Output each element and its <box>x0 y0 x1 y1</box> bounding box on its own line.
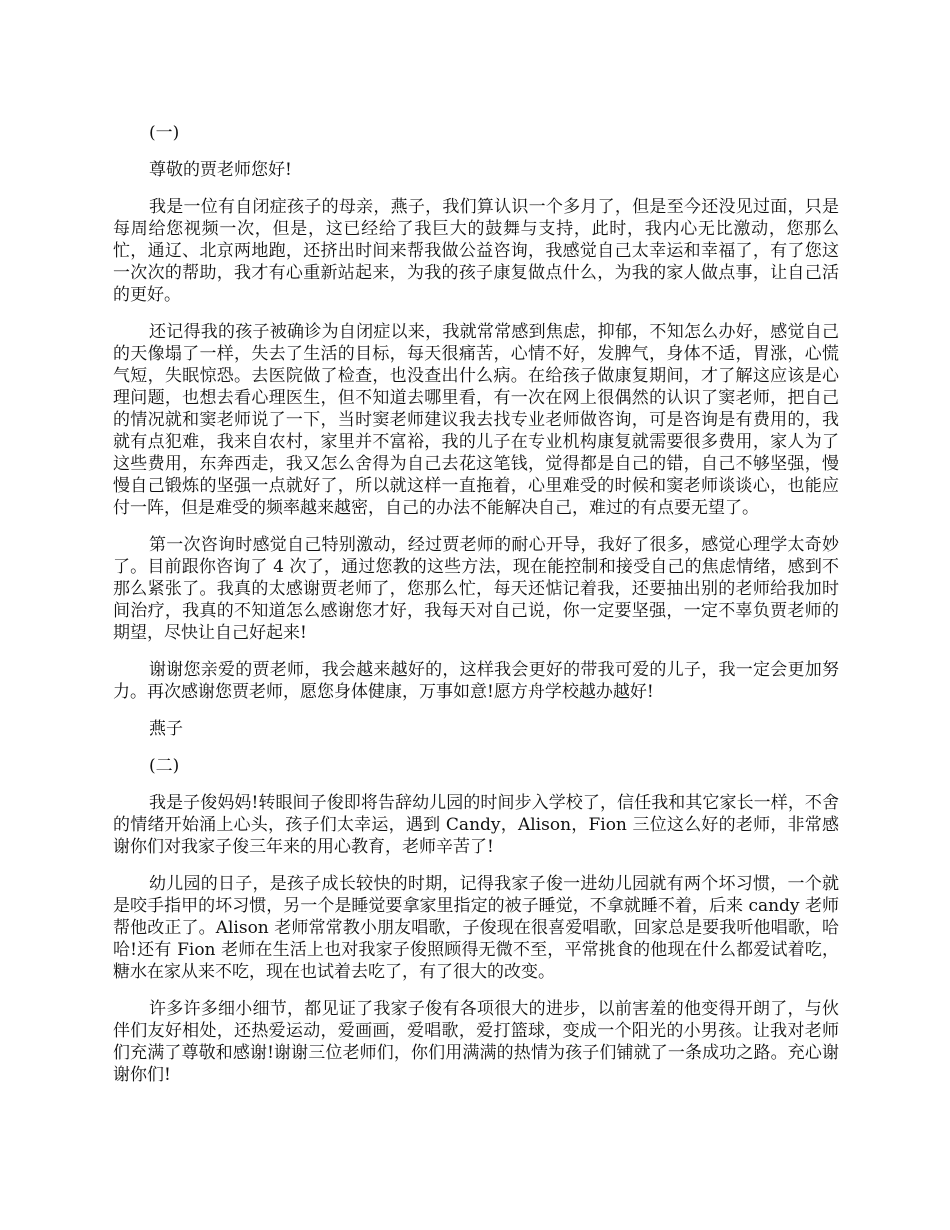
letter-signature: 燕子 <box>149 719 183 739</box>
body-paragraph: 第一次咨询时感觉自己特别激动，经过贾老师的耐心开导，我好了很多，感觉心理学太奇妙了。目前跟你咨询了 4 次了，通过您教的这些方法，现在能控制和接受自己的焦虑情绪，感到不那么紧张了。我真的太感谢贾老师了，您那么忙，每天还惦记着我，还要抽出别的老师给我加时间治疗，我真的不知道怎么感谢您才好，我每天对自己说，你一定要坚强，一定不辜负贾老师的期望，尽快让自己好起来! <box>113 535 839 643</box>
body-paragraph: 还记得我的孩子被确诊为自闭症以来，我就常常感到焦虑，抑郁，不知怎么办好，感觉自己的天像塌了一样，失去了生活的目标，每天很痛苦，心情不好，发脾气，身体不适，胃涨，心慌气短，失眠惊恐。去医院做了检查，也没查出什么病。在给孩子做康复期间，才了解这应该是心理问题，也想去看心理医生，但不知道去哪里看，有一次在网上很偶然的认识了窦老师，把自己的情况就和窦老师说了一下，当时窦老师建议我去找专业老师做咨询，可是咨询是有费用的，我就有点犯难，我来自农村，家里并不富裕，我的儿子在专业机构康复就需要很多费用，家人为了这些费用，东奔西走，我又怎么舍得为自己去花这笔钱，觉得都是自己的错，自己不够坚强，慢慢自己锻炼的坚强一点就好了，所以就这样一直拖着，心里难受的时候和窦老师谈谈心，也能应付一阵，但是难受的频率越来越密，自己的办法不能解决自己，难过的有点要无望了。 <box>113 322 839 518</box>
section-two-heading: (二) <box>149 756 180 776</box>
document-page <box>113 122 839 1101</box>
body-paragraph: 我是一位有自闭症孩子的母亲，燕子，我们算认识一个多月了，但是至今还没见过面，只是每周给您视频一次，但是，这已经给了我巨大的鼓舞与支持，此时，我内心无比激动，您那么忙，通辽、北京两地跑，还挤出时间来帮我做公益咨询，我感觉自己太幸运和幸福了，有了您这一次次的帮助，我才有心重新站起来，为我的孩子康复做点什么，为我的家人做点事，让自己活的更好。 <box>113 197 839 305</box>
section-one-heading: (一) <box>149 123 180 143</box>
body-paragraph: 我是子俊妈妈!转眼间子俊即将告辞幼儿园的时间步入学校了，信任我和其它家长一样，不舍的情绪开始涌上心头，孩子们太幸运，遇到 Candy，Alison，Fion 三位这么好的老师，非常感谢你们对我家子俊三年来的用心教育，老师辛苦了! <box>113 793 839 857</box>
body-paragraph: 幼儿园的日子，是孩子成长较快的时期，记得我家子俊一进幼儿园就有两个坏习惯，一个就是咬手指甲的坏习惯，另一个是睡觉要拿家里指定的被子睡觉，不拿就睡不着，后来 candy 老师帮他改正了。Alison 老师常常教小朋友唱歌，子俊现在很喜爱唱歌，回家总是要我听他唱歌，哈哈!还有 Fion 老师在生活上也对我家子俊照顾得无微不至，平常挑食的他现在什么都爱试着吃，糖水在家从来不吃，现在也试着去吃了，有了很大的改变。 <box>113 874 839 982</box>
body-paragraph: 许多许多细小细节，都见证了我家子俊有各项很大的进步，以前害羞的他变得开朗了，与伙伴们友好相处，还热爱运动，爱画画，爱唱歌，爱打篮球，变成一个阳光的小男孩。让我对老师们充满了尊敬和感谢!谢谢三位老师们，你们用满满的热情为孩子们铺就了一条成功之路。充心谢谢你们! <box>113 999 839 1085</box>
letter-greeting: 尊敬的贾老师您好! <box>149 160 292 180</box>
body-paragraph: 谢谢您亲爱的贾老师，我会越来越好的，这样我会更好的带我可爱的儿子，我一定会更加努力。再次感谢您贾老师，愿您身体健康，万事如意!愿方舟学校越办越好! <box>113 660 839 702</box>
